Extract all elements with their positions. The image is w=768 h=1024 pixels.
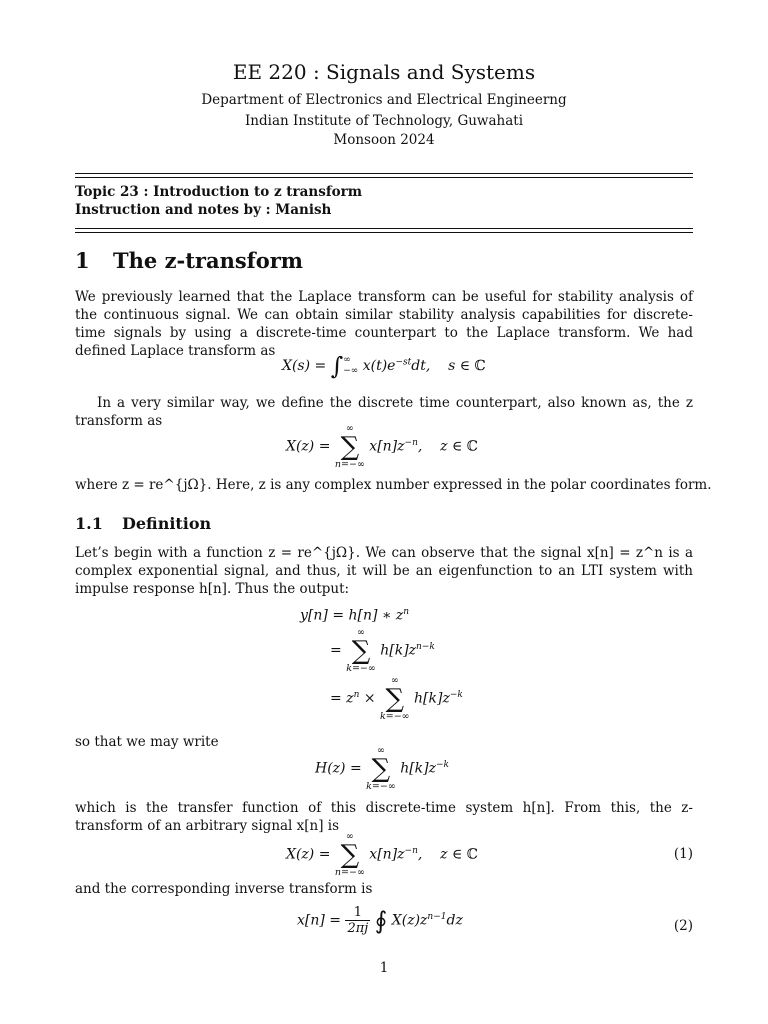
equation-transfer-function: H(z) = ∞ ∑ k=−∞ $h[k]z^{-k}$ bbox=[315, 745, 449, 792]
section-number: 1 bbox=[75, 248, 90, 273]
bottom-rule-2 bbox=[75, 232, 693, 233]
course-title: EE 220 : Signals and Systems bbox=[232, 60, 536, 84]
section11-paragraph-2: so that we may write bbox=[75, 734, 219, 750]
equation-output-line1: y[n] = h[n] ∗ $z^n$ bbox=[300, 607, 410, 624]
section11-paragraph-4: and the corresponding inverse transform is bbox=[75, 881, 373, 897]
bottom-rule-1 bbox=[75, 228, 693, 229]
top-rule-2 bbox=[75, 177, 693, 178]
section-title: The z-transform bbox=[113, 248, 303, 273]
section1-paragraph-3: where z = re^{jΩ}. Here, z is any complex number expressed in the polar coordinates form. bbox=[75, 477, 712, 493]
section11-paragraph-1: Let’s begin with a function z = re^{jΩ}. We can observe that the signal x[n] = z^n is a complex exponential signal, and thus, it will be an eigenfunction to an LTI system with impulse response h[n]. Thus the output: bbox=[75, 545, 693, 597]
author-line: Instruction and notes by : Manish bbox=[75, 202, 332, 218]
equation-1-label: (1) bbox=[673, 846, 693, 862]
equation-output-line3: = $z^n$ × ∞ ∑ k=−∞ $h[k]z^{-k}$ bbox=[330, 675, 463, 722]
equation-1: X(z) = ∞ ∑ n=−∞ $x[n]z^{-n}$, z ∈ ℂ bbox=[286, 831, 478, 878]
top-rule-1 bbox=[75, 173, 693, 174]
section1-paragraph-2: In a very similar way, we define the discrete time counterpart, also known as, the z transform as bbox=[75, 395, 693, 429]
section1-paragraph-1: We previously learned that the Laplace transform can be useful for stability analysis of the continuous signal. We can obtain similar stability analysis capabilities for discrete-time signals by using a discrete-time counterpart to the Laplace transform. We had defined Laplace transform as bbox=[75, 289, 693, 359]
topic-line: Topic 23 : Introduction to z transform bbox=[75, 184, 363, 200]
page-number: 1 bbox=[379, 960, 389, 976]
equation-2-label: (2) bbox=[673, 918, 693, 934]
term: Monsoon 2024 bbox=[333, 132, 435, 148]
department: Department of Electronics and Electrical Engineerng bbox=[201, 92, 567, 108]
institute: Indian Institute of Technology, Guwahati bbox=[244, 113, 524, 129]
section-heading bbox=[75, 248, 303, 273]
subsection-title: Definition bbox=[122, 514, 212, 533]
subsection-number: 1.1 bbox=[75, 514, 103, 533]
equation-laplace: X(s) = ∫ ∞ −∞ $x(t)e^{-st}dt$, s ∈ ℂ bbox=[282, 352, 486, 380]
equation-z-transform: X(z) = ∞ ∑ n=−∞ $x[n]z^{-n}$, z ∈ ℂ bbox=[286, 423, 478, 470]
equation-output-line2: = ∞ ∑ k=−∞ $h[k]z^{n-k}$ bbox=[330, 627, 435, 674]
subsection-heading bbox=[75, 514, 211, 533]
equation-2: x[n] = $\frac{1}{2\pi j}$ ∮ $X(z)z^{n-1}dz$ bbox=[297, 905, 463, 936]
section11-paragraph-3: which is the transfer function of this discrete-time system h[n]. From this, the z-transform of an arbitrary signal x[n] is bbox=[75, 800, 693, 834]
